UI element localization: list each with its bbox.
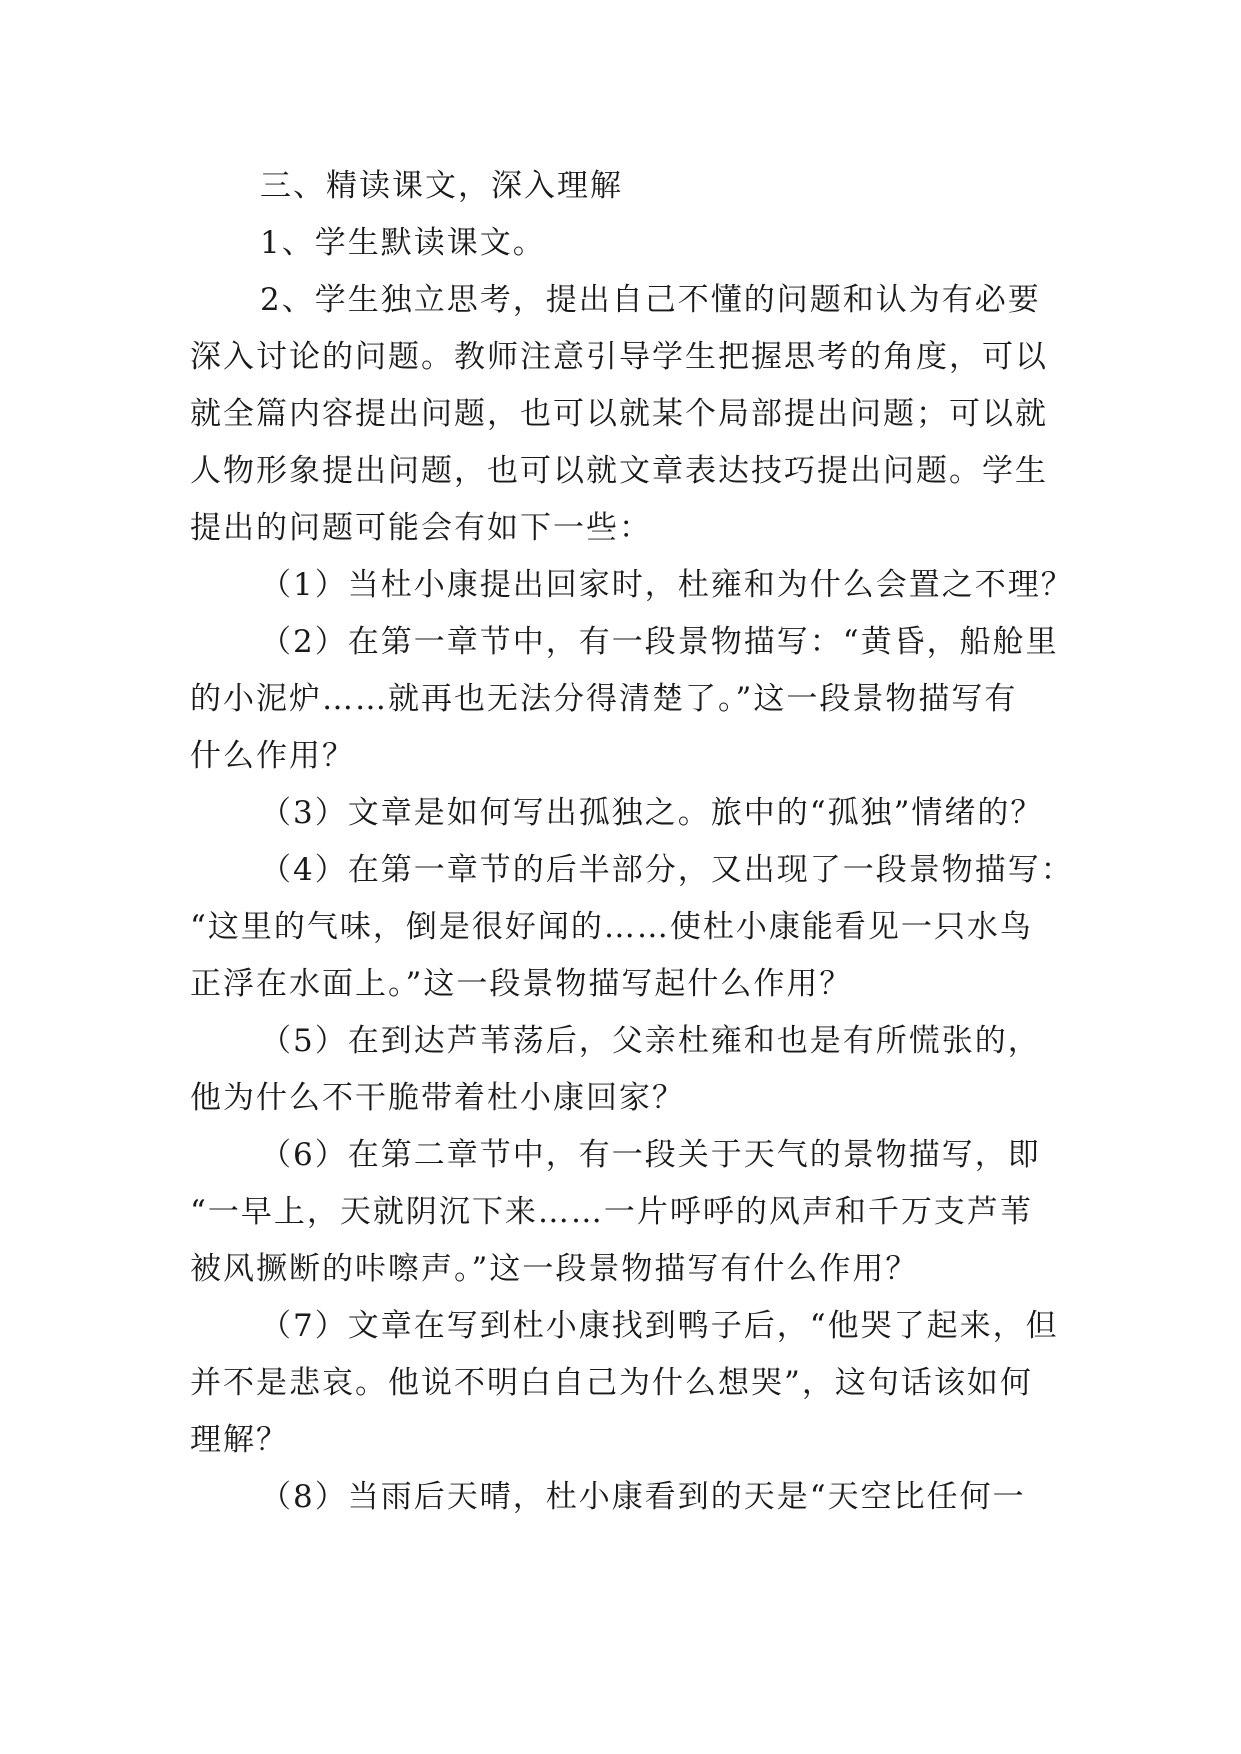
question-6-line-2: “一早上，天就阴沉下来……一片呼呼的风声和千万支芦苇: [190, 1194, 1033, 1230]
question-5-line-2: 他为什么不干脆带着杜小康回家？: [190, 1080, 685, 1116]
question-2-line-1: （2）在第一章节中，有一段景物描写：“黄昏，船舱里: [260, 624, 1059, 660]
question-4-line-1: （4）在第一章节的后半部分，又出现了一段景物描写：: [260, 852, 1074, 888]
question-8-line-1: （8）当雨后天晴，杜小康看到的天是“天空比任何一: [260, 1479, 1026, 1515]
section-heading: 三、精读课文，深入理解: [260, 168, 623, 204]
question-7-line-1: （7）文章在写到杜小康找到鸭子后，“他哭了起来，但: [260, 1308, 1059, 1344]
step-2-line-4: 人物形象提出问题，也可以就文章表达技巧提出问题。学生: [190, 453, 1048, 489]
question-4-line-3: 正浮在水面上。”这一段景物描写起什么作用？: [190, 966, 853, 1002]
question-5-line-1: （5）在到达芦苇荡后，父亲杜雍和也是有所慌张的，: [260, 1023, 1041, 1059]
step-1: 1、学生默读课文。: [260, 225, 546, 261]
question-6-line-1: （6）在第二章节中，有一段关于天气的景物描写，即: [260, 1137, 1041, 1173]
step-2-line-5: 提出的问题可能会有如下一些：: [190, 510, 652, 546]
question-3: （3）文章是如何写出孤独之。旅中的“孤独”情绪的？: [260, 795, 1044, 831]
step-2-line-1: 2、学生独立思考，提出自己不懂的问题和认为有必要: [260, 282, 1041, 318]
step-2-line-3: 就全篇内容提出问题，也可以就某个局部提出问题；可以就: [190, 396, 1048, 432]
question-2-line-2: 的小泥炉……就再也无法分得清楚了。”这一段景物描写有: [190, 681, 1018, 717]
question-6-line-3: 被风撅断的咔嚓声。”这一段景物描写有什么作用？: [190, 1251, 919, 1287]
question-1: （1）当杜小康提出回家时，杜雍和为什么会置之不理？: [260, 567, 1074, 603]
question-7-line-2: 并不是悲哀。他说不明白自己为什么想哭”，这句话该如何: [190, 1365, 1033, 1401]
question-7-line-3: 理解？: [190, 1422, 289, 1458]
question-4-line-2: “这里的气味，倒是很好闻的……使杜小康能看见一只水鸟: [190, 909, 1033, 945]
step-2-line-2: 深入讨论的问题。教师注意引导学生把握思考的角度，可以: [190, 339, 1048, 375]
question-2-line-3: 什么作用？: [190, 738, 355, 774]
